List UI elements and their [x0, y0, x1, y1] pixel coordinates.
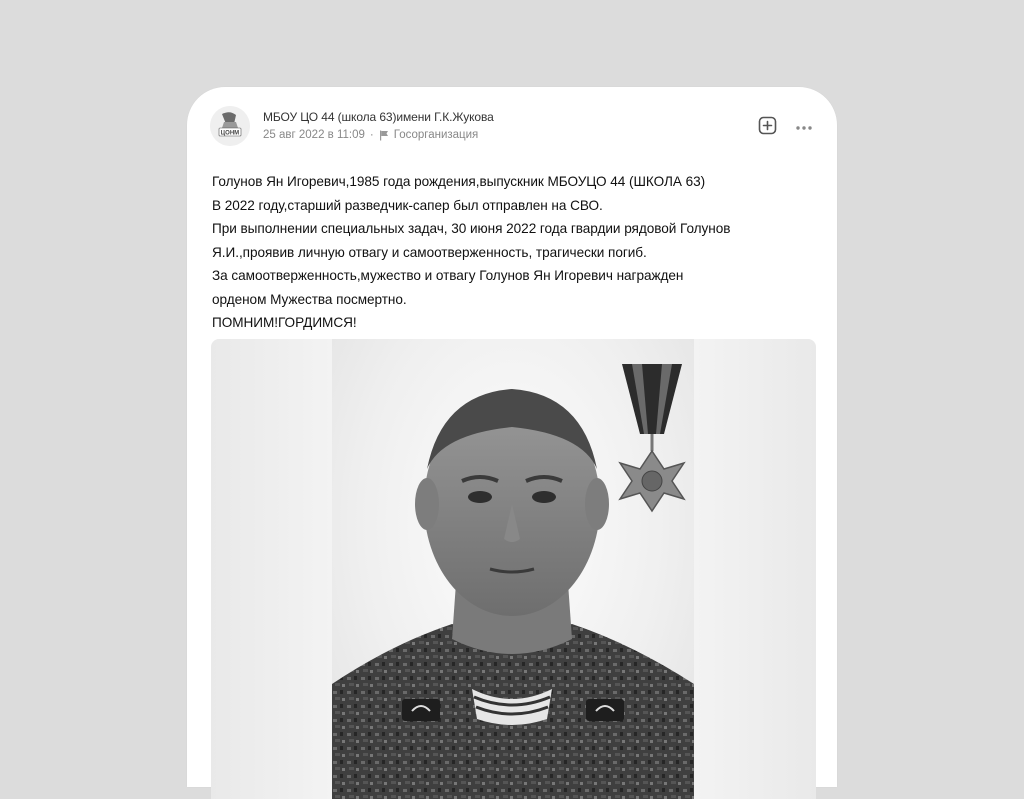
avatar-logo-icon — [210, 106, 250, 146]
post-line-4: Я.И.,проявив личную отвагу и самоотверженность, трагически погиб. — [212, 244, 647, 260]
post-line-3: При выполнении специальных задач, 30 июня 2022 года гвардии рядовой Голунов — [212, 221, 731, 236]
portrait-illustration — [332, 339, 694, 799]
more-horizontal-icon — [795, 123, 813, 133]
add-button[interactable] — [758, 116, 777, 135]
flag-icon — [379, 130, 389, 141]
post-line-1: Голунов Ян Игоревич,1985 года рождения,выпускник МБОУЦО 44 (ШКОЛА 63) — [212, 174, 706, 189]
post-photo-container[interactable] — [211, 339, 816, 799]
plus-square-icon — [758, 116, 777, 135]
post-body — [212, 170, 822, 335]
group-category: Госорганизация — [393, 129, 479, 141]
post-photo[interactable] — [332, 339, 694, 799]
post-line-6: орденом Мужества посмертно. — [212, 291, 407, 307]
post-line-7: ПОМНИМ!ГОРДИМСЯ! — [212, 315, 357, 330]
group-name-link[interactable]: МБОУ ЦО 44 (школа 63)имени Г.К.Жукова — [263, 110, 494, 124]
post-line-2: В 2022 году,старший разведчик-сапер был отправлен на СВО. — [212, 197, 603, 213]
meta-separator: · — [369, 129, 374, 141]
post-line-5: За самоотверженность,мужество и отвагу Голунов Ян Игоревич награжден — [212, 268, 684, 283]
more-options-button[interactable] — [795, 120, 813, 130]
post-date[interactable]: 25 авг 2022 в 11:09 — [263, 129, 365, 141]
medal-graphic — [620, 364, 684, 511]
avatar-text: ЦОНМ — [220, 130, 240, 137]
group-avatar[interactable] — [210, 106, 250, 146]
post-meta — [263, 129, 478, 141]
post-card — [187, 87, 837, 787]
